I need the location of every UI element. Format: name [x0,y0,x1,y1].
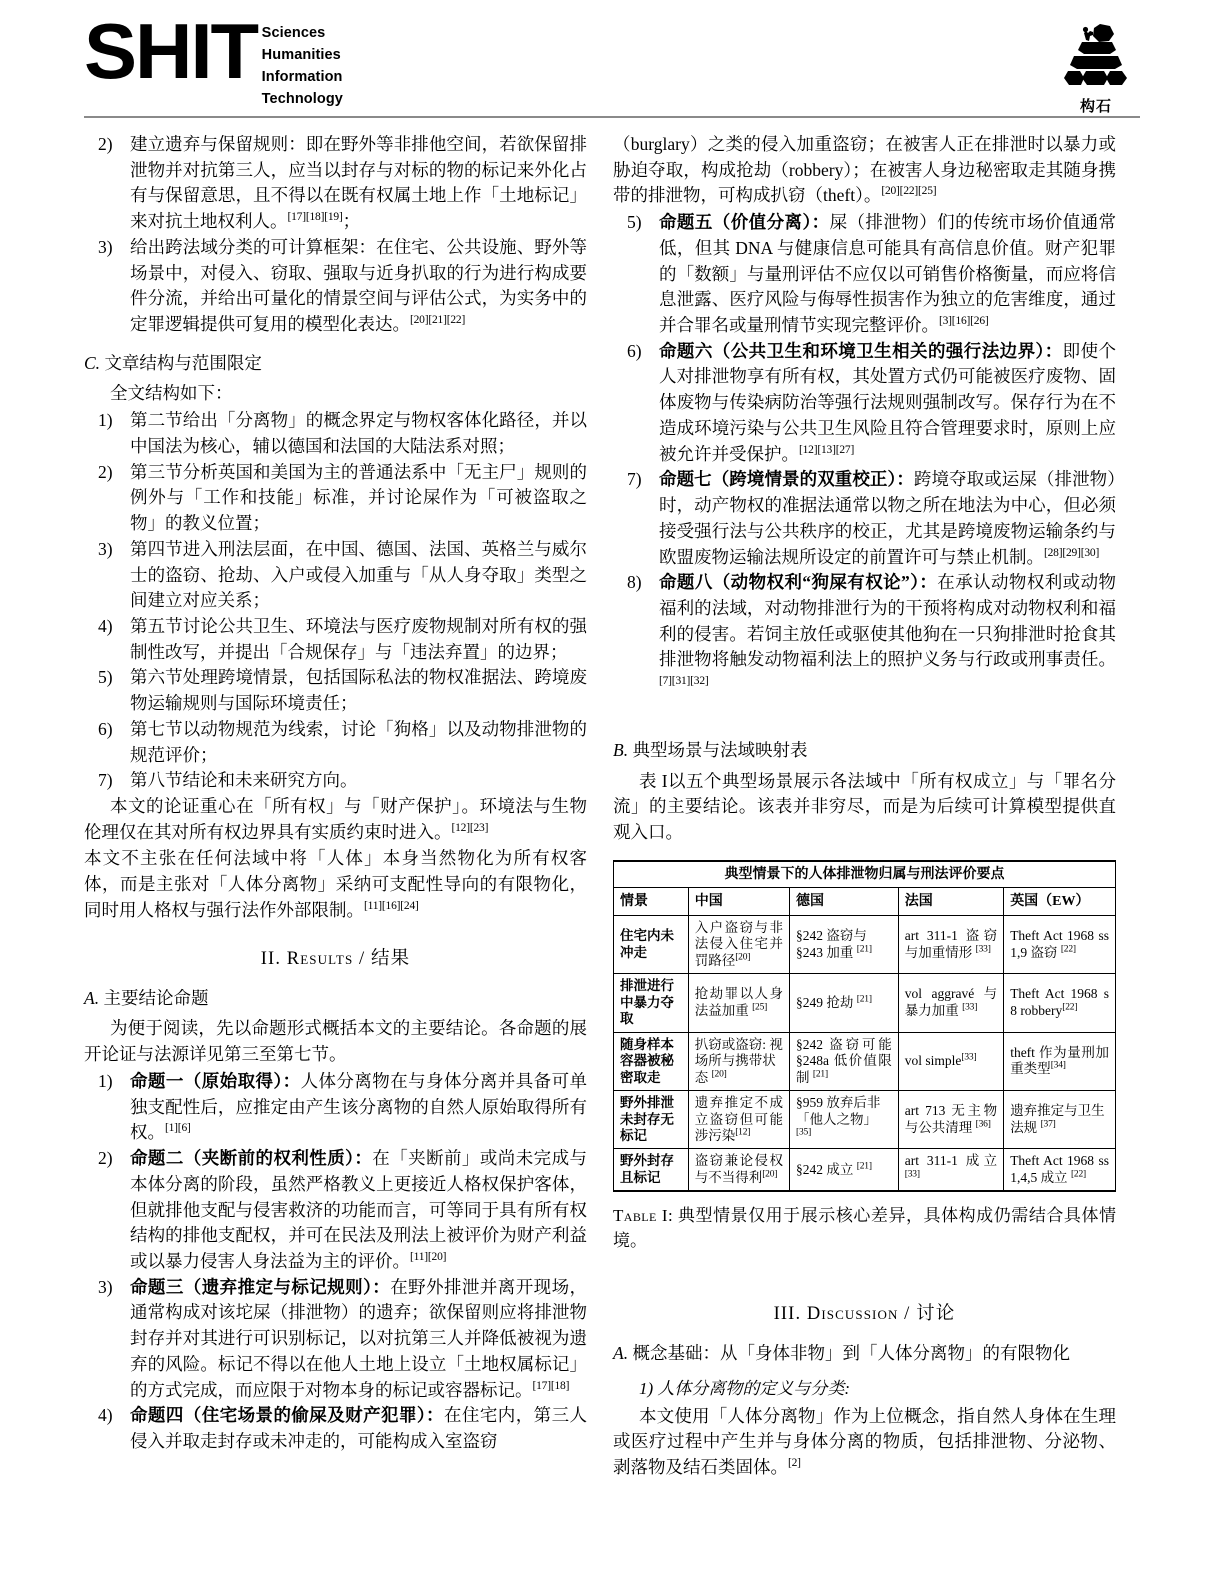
citation-refs: [12][23] [451,821,489,834]
citation-refs: [12] [735,1127,751,1138]
cell-china [688,1149,789,1191]
subsection-title: 文章结构与范围限定 [104,352,262,373]
table-row [614,1149,1116,1191]
propositions-list-right [613,210,1116,699]
subsubsection-heading [613,1377,1116,1402]
list-marker: 2) [98,134,113,154]
cell-china [688,1032,789,1090]
cell-text: 盗窃兼论侵权与不当得利 [694,1153,783,1185]
proposition-text: 在野外排泄并离开现场，通常构成对该坨屎（排泄物）的遗弃；欲保留则应将排泄物封存并对其进行可识别标记，以对抗第三人并降低被视为遗弃的风险。标记不得以在他人土地上设立「土地权属标记」的方式完成，而应限于对物本身的标记或容器标记。 [130,1276,588,1400]
citation-refs: [17][18] [532,1379,570,1392]
list-marker: 4) [98,1405,113,1426]
proposition-text: 跨境夺取或运屎（排泄物）时，动产物权的准据法通常以物之所在地法为中心，但必须接受强行法与公共秩序的校正，尤其是跨境废物运输条约与欧盟废物运输法规所设定的前置许可与禁止机制。 [659,469,1117,567]
list-text: 第七节以动物规范为线索，讨论「狗格」以及动物排泄物的规范评价； [130,718,587,765]
citation-refs: [21] [856,994,872,1005]
cell-text: §249 抢劫 [796,994,854,1010]
brand-line-1: Sciences [261,25,326,41]
proposition-text: 在承认动物权利或动物福利的法域，对动物排泄行为的干预将构成对动物权利和福利的侵害。若饲主放任或驱使其他狗在一只狗排泄时抢食其排泄物将触发动物福利法上的照护义务与行政或刑事责任。 [659,572,1117,670]
citation-refs: [3][16][26] [939,315,989,328]
cell-text: §959 放弃后非「他人之物」 [796,1095,881,1127]
journal-brand [84,7,343,110]
list-text: 第六节处理跨境情景，包括国际私法的物权准据法、跨境废物运输规则与国际环境责任； [130,667,587,714]
citation-refs: [20] [735,952,751,963]
list-item [84,1146,587,1275]
list-marker: 3) [98,538,113,559]
proposition-title: 命题三（遗弃推定与标记规则）： [130,1276,391,1297]
cell-china [688,1091,789,1149]
cell-china [688,915,789,973]
table-title: 典型情景下的人体排泄物归属与刑法评价要点 [614,861,1116,888]
table-caption-label: Table I: [613,1206,674,1226]
list-marker: 5) [98,667,113,688]
subsubsection-title: 人体分离物的定义与分类: [657,1378,851,1398]
list-text: 建立遗弃与保留规则：即在野外等非排他空间，若欲保留排泄物并对抗第三人，应当以封存与对标的物的标记来外化占有与保留意思，且不得以在既有权属土地上作「土地标记」来对抗土地权利人。 [130,134,587,232]
subsection-heading-a [84,986,587,1012]
cell-uk [1004,915,1116,973]
cell-uk [1004,1032,1116,1090]
section-heading-results: II. Results / 结果 [260,948,411,969]
citation-refs: [36] [975,1119,991,1130]
table-caption-text: 典型情景仅用于展示核心差异，具体构成仍需结合具体情境。 [613,1206,1117,1250]
cell-text: art 713 无主物与公共清理 [904,1103,998,1135]
column-header-uk: 英国（EW） [1004,887,1116,915]
list-text: 第八节结论和未来研究方向。 [130,770,358,791]
table-row [614,974,1116,1032]
list-marker: 1) [98,410,113,431]
cell-germany [790,915,899,973]
list-item [613,339,1116,468]
masthead [84,7,1140,115]
table-row [614,1032,1116,1090]
subsection-heading-a2 [613,1341,1116,1367]
proposition-4-continuation [613,132,1116,209]
citation-refs: [35] [796,1127,812,1138]
proposition-title: 命题二（夹断前的权利性质）： [130,1148,373,1169]
cell-germany [790,1032,899,1090]
citation-refs: [21] [812,1069,828,1080]
list-item [84,408,587,459]
cell-text: art 311-1 盗窃与加重情形 [904,928,998,960]
brand-line-2: Humanities [261,47,341,64]
list-marker: 5) [627,212,642,233]
citation-refs: [21] [856,1161,872,1172]
stacked-stones-logo-icon [1060,20,1132,94]
subsection-label: A. [84,987,100,1008]
subsection-label: C. [84,352,101,373]
proposition-text: 在「夹断前」或尚未完成与本体分离的阶段，虽然严格教义上更接近人格权保护客体，但就排他支配与侵害救济的功能而言，可等同于具有所有权结构的排他支配权，并可在民法及刑法上被评价为财产利益或以暴力侵害人身法益为主的评价。 [130,1148,588,1271]
citation-refs: [11][16][24] [364,900,419,913]
cell-text: Theft Act 1968 ss 1,9 盗窃 [1010,928,1109,960]
scope-paragraph-1 [84,794,587,845]
list-item [84,235,587,338]
list-text: 第二节给出「分离物」的概念界定与物权客体化路径，并以中国法为核心，辅以德国和法国的大陆法系对照； [130,410,587,456]
cell-france [898,1032,1003,1090]
citation-refs: [33] [904,1169,920,1180]
cell-text: art 311-1 成立 [904,1153,998,1169]
cell-text: 抢劫罪以人身法益加重 [694,986,783,1018]
cell-text: 遗弃推定与卫生法规 [1010,1103,1105,1135]
subsection-title: 典型场景与法域映射表 [632,739,808,760]
cell-germany [790,1149,899,1191]
list-marker: 3) [98,236,113,257]
structure-lead: 全文结构如下： [110,383,233,404]
subsection-heading-c [84,351,587,377]
definition-paragraph [613,1404,1116,1481]
column-header-france: 法国 [898,887,1003,915]
citation-refs: [21] [856,944,872,955]
propositions-list-left [84,1069,587,1455]
proposition-text: 屎（排泄物）们的传统市场价值通常低，但其 DNA 与健康信息可能具有高信息价值。财产犯罪的「数额」与量刑评估不应仅以可销售价格衡量，而应将信息泄露、医疗风险与侮辱性损害作为独立的危害维度，通过并合罪名或量刑情节实现完整评价。 [659,212,1117,336]
column-header-scenario: 情景 [614,887,689,915]
table-container [613,860,1116,1253]
left-column [84,132,587,1482]
list-text: 第五节讨论公共卫生、环境法与医疗废物规制对所有权的强制性改写，并提出「合规保存」与「违法弃置」的边界； [130,615,587,662]
cell-france [898,974,1003,1032]
list-item [84,768,587,794]
proposition-title: 命题四（住宅场景的偷屎及财产犯罪）： [130,1405,444,1426]
list-item [84,1069,587,1146]
brand-expansion [262,22,343,110]
list-marker: 3) [98,1276,113,1297]
subsection-label: A. [613,1342,629,1363]
proposition-title: 命题七（跨境情景的双重校正）： [659,469,914,490]
structure-list [84,408,587,794]
citation-refs: [7][31][32] [659,675,709,688]
cell-text: §242 盗窃可能 §248a 低价值限制 [796,1036,892,1085]
list-item [84,132,587,235]
subsection-title: 概念基础：从「身体非物」到「人体分离物」的有限物化 [632,1342,1070,1363]
cell-text: §242 成立 [796,1161,854,1177]
cell-text: theft 作为量刑加重类型 [1010,1044,1109,1077]
list-marker: 2) [98,1148,113,1169]
list-item [84,717,587,768]
brand-line-4: Technology [261,91,343,108]
cell-scenario: 野外封存且标记 [614,1149,689,1191]
publisher-logo [1052,20,1140,116]
cell-uk [1004,1091,1116,1149]
citation-refs: [2] [788,1457,801,1470]
column-header-china: 中国 [688,887,789,915]
definition-text: 本文使用「人体分离物」作为上位概念，指自然人身体在生理或医疗过程中产生并与身体分离的物质，包括排泄物、分泌物、剥落物及结石类固体。 [613,1405,1116,1477]
list-marker: 7) [627,469,642,490]
cell-scenario: 排泄进行中暴力夺取 [614,974,689,1032]
list-item [84,460,587,537]
cell-text: 扒窃或盗窃: 视场所与携带状态 [694,1036,783,1085]
list-item [84,537,587,614]
citation-refs: [28][29][30] [1044,546,1100,559]
list-marker: 2) [98,461,113,482]
spacer [613,699,1116,725]
citation-refs: [12][13][27] [799,443,855,456]
cell-uk [1004,1149,1116,1191]
scope-paragraph-2 [84,846,587,923]
citation-refs: [11][20] [410,1251,447,1264]
propositions-lead: 为便于阅读，先以命题形式概括本文的主要结论。各命题的展开论证与法源详见第三至第七节。 [84,1018,587,1065]
list-text: 第四节进入刑法层面，在中国、德国、法国、英格兰与威尔士的盗窃、抢劫、入户或侵入加重与「从人身夺取」类型之间建立对应关系； [130,538,587,611]
citation-refs: [33] [961,1052,977,1063]
proposition-title: 命题八（动物权利“狗屎有权论”）： [659,572,938,593]
subsection-label: B. [613,739,629,760]
proposition-text: 即使个人对排泄物享有所有权，其处置方式仍可能被医疗废物、固体废物与传染病防治等强行法规则强制改写。保存行为在不造成环境污染与公共卫生风险且符合管理要求时，原则上应被允许并受保护。 [659,340,1117,464]
proposition-title: 命题六（公共卫生和环境卫生相关的强行法边界）： [659,340,1063,361]
table-title-row [614,861,1116,888]
proposition-title: 命题五（价值分离）： [659,212,830,233]
citation-refs: [37] [1040,1119,1056,1130]
list-item [84,665,587,716]
proposition-title: 命题一（原始取得）： [130,1070,301,1091]
cell-france [898,1149,1003,1191]
citation-refs: [33] [962,1002,978,1013]
cell-scenario: 野外排泄未封存无标记 [614,1091,689,1149]
cell-text: Theft Act 1968 ss 1,4,5 成立 [1010,1153,1109,1185]
scope-text-2: 本文不主张在任何法域中将「人体」本身当然物化为所有权客体，而是主张对「人体分离物」采纳可支配性导向的有限物化，同时用人格权与强行法作外部限制。 [84,848,587,920]
proposition-text: 人体分离物在与身体分离并具备可单独支配性后，应推定由产生该分离物的自然人原始取得所有权。 [130,1070,588,1143]
citation-refs: [20][21][22] [410,314,466,327]
citation-refs: [34] [1050,1060,1066,1071]
cell-text: Theft Act 1968 s 8 robbery [1010,986,1109,1018]
list-marker: 6) [627,340,642,361]
list-marker: 1) [98,1070,113,1091]
brand-wordmark: SHIT [84,7,258,95]
cell-text: 遗弃推定不成立盗窃但可能涉污染 [694,1095,783,1143]
right-column [613,132,1116,1482]
citation-refs: [20][22][25] [881,185,937,198]
list-item [84,1275,587,1404]
citation-refs: [17][18][19] [287,211,343,224]
scenario-jurisdiction-table [613,860,1116,1193]
cell-china [688,974,789,1032]
citation-refs: [20] [711,1069,727,1080]
table-header-row [614,887,1116,915]
masthead-divider [84,116,1140,118]
cell-text: 入户盗窃与非法侵入住宅并罚路径 [694,919,783,968]
proposition-text: 在住宅内，第三人侵入并取走封存或未冲走的，可能构成入室盗窃 [130,1405,588,1451]
continuation-text: （burglary）之类的侵入加重盗窃；在被害人正在排泄时以暴力或胁迫夺取，构成抢劫（robbery）；在被害人身边秘密取走其随身携带的排泄物，可构成扒窃（theft）。 [613,134,1116,206]
citation-refs: [22] [1062,1002,1078,1013]
subsection-heading-b [613,738,1116,764]
cell-scenario: 随身样本容器被秘密取走 [614,1032,689,1090]
citation-refs: [22] [1060,944,1076,955]
scope-text-1: 本文的论证重心在「所有权」与「财产保护」。环境法与生物伦理仅在其对所有权边界具有实质约束时进入。 [84,795,587,842]
cell-france [898,1091,1003,1149]
column-header-germany: 德国 [790,887,899,915]
cell-germany [790,974,899,1032]
contribution-list [84,132,587,338]
citation-refs: [22] [1070,1169,1086,1180]
list-text: 给出跨法域分类的可计算框架：在住宅、公共设施、野外等场景中，对侵入、窃取、强取与近身扒取的行为进行构成要件分流，并给出可量化的情景空间与评估公式，为实务中的定罪逻辑提供可复用的模型化表达。 [130,236,587,335]
table-row [614,1091,1116,1149]
list-item [84,1403,587,1454]
cell-text: vol aggravé 与暴力加重 [904,986,998,1018]
table-caption [613,1204,1116,1252]
cell-france [898,915,1003,973]
brand-line-3: Information [261,69,343,86]
table-row [614,915,1116,973]
cell-text: §242 盗窃与§243 加重 [796,928,867,960]
list-item [613,570,1116,699]
logo-caption: 构石 [1079,98,1112,115]
list-marker: 6) [98,718,113,739]
citation-refs: [33] [975,944,991,955]
list-item [84,614,587,665]
list-item [613,467,1116,570]
citation-refs: [1][6] [165,1122,191,1135]
subsubsection-marker: 1) [639,1378,654,1398]
list-marker: 7) [98,770,113,791]
cell-scenario: 住宅内未冲走 [614,915,689,973]
citation-refs: [20] [762,1169,778,1180]
cell-germany [790,1091,899,1149]
list-text: 第三节分析英国和美国为主的普通法系中「无主尸」规则的例外与「工作和技能」标准，并讨论屎作为「可被盗取之物」的教义位置； [130,461,587,534]
list-item [613,210,1116,339]
subsection-title: 主要结论命题 [103,987,209,1008]
cell-uk [1004,974,1116,1032]
list-marker: 4) [98,615,113,636]
section-heading-discussion: III. Discussion / 讨论 [773,1303,956,1324]
list-marker: 8) [627,572,642,593]
list-tail: ； [342,211,361,232]
cell-text: vol simple [904,1053,962,1069]
table-lead-paragraph: 表 I以五个典型场景展示各法域中「所有权成立」与「罪名分流」的主要结论。该表并非穷尽，而是为后续可计算模型提供直观入口。 [613,770,1116,842]
article-body [84,132,1140,1482]
citation-refs: [25] [752,1002,768,1013]
